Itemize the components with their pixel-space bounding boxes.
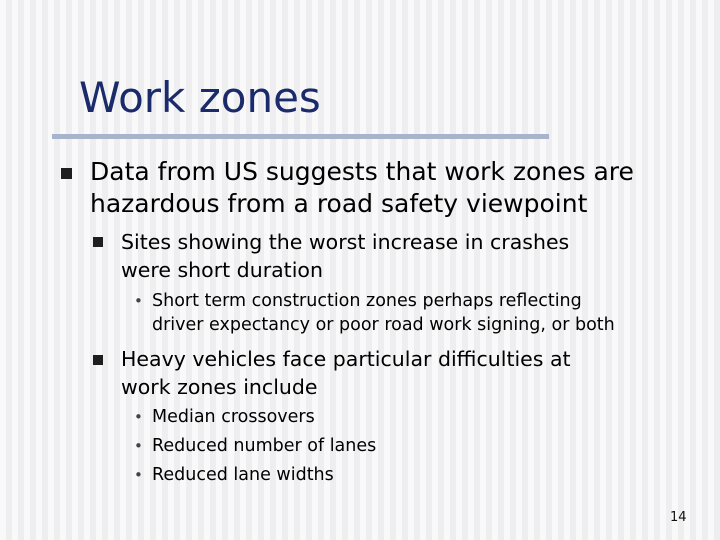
list-item: Median crossovers	[152, 407, 315, 427]
square-bullet-icon	[61, 168, 72, 179]
dot-bullet-icon: •	[134, 408, 143, 426]
square-bullet-icon	[93, 237, 103, 247]
title-underline	[52, 134, 549, 139]
slide-title: Work zones	[79, 73, 321, 122]
bullet-line: Data from US suggests that work zones are	[90, 157, 634, 186]
list-item: Reduced number of lanes	[152, 436, 377, 456]
bullet-text-level1	[90, 156, 634, 220]
dot-bullet-icon: •	[134, 437, 143, 455]
list-item: Reduced lane widths	[152, 465, 334, 485]
square-bullet-icon	[93, 355, 103, 365]
bullet-line: Heavy vehicles face particular difficulties at	[121, 347, 571, 371]
bullet-line: hazardous from a road safety viewpoint	[90, 189, 588, 218]
dot-bullet-icon: •	[134, 466, 143, 484]
bullet-line: Short term construction zones perhaps reflecting	[152, 291, 582, 311]
bullet-line: were short duration	[121, 258, 323, 282]
page-number: 14	[670, 510, 687, 525]
dot-bullet-icon: •	[134, 292, 143, 310]
bullet-line: work zones include	[121, 375, 318, 399]
bullet-text-level3	[152, 289, 615, 337]
bullet-line: Sites showing the worst increase in crashes	[121, 230, 570, 254]
bullet-line: driver expectancy or poor road work signing, or both	[152, 315, 615, 335]
bullet-text-level2	[121, 345, 571, 401]
bullet-text-level2	[121, 228, 569, 284]
